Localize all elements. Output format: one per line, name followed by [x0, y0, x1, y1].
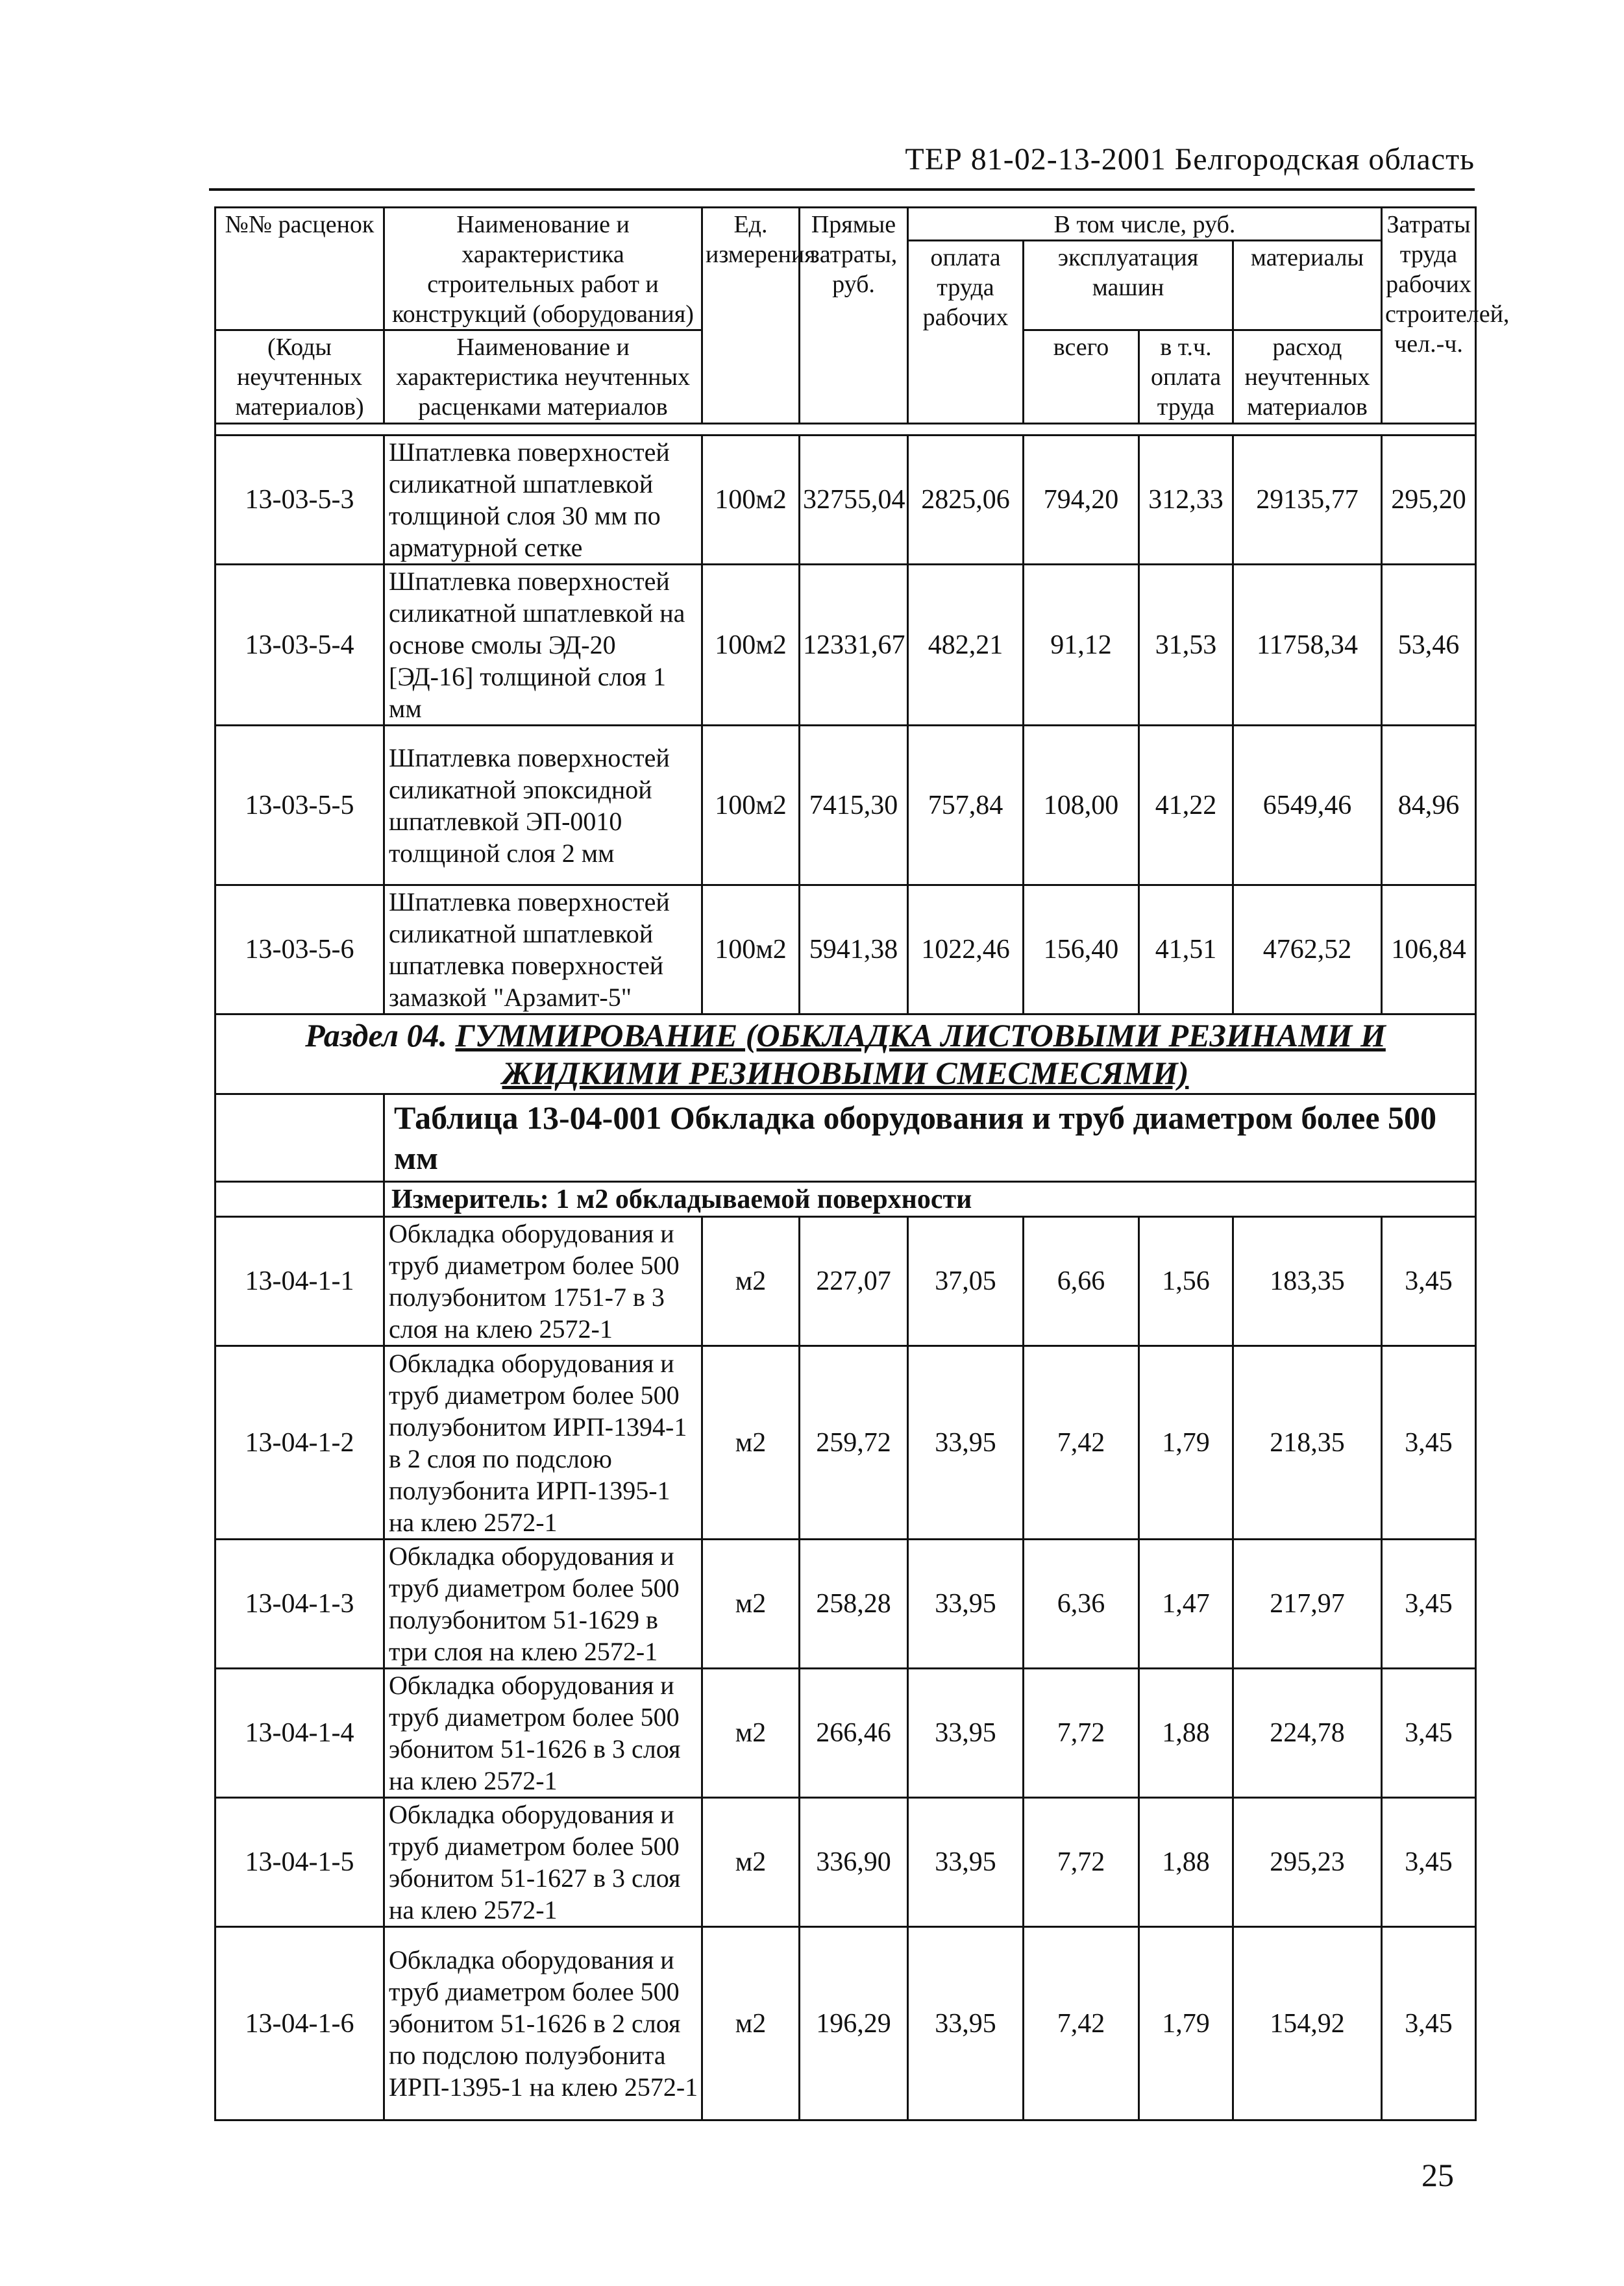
- unit-cell: м2: [702, 1540, 800, 1669]
- header-labor-costs: Затраты труда рабочих строителей, чел.-ч.: [1382, 208, 1476, 424]
- table-row: [215, 1927, 1476, 2120]
- header-unit: Ед. измерения: [702, 208, 800, 424]
- direct-costs-cell: 227,07: [800, 1217, 908, 1346]
- labor-costs-cell: 3,45: [1382, 1217, 1476, 1346]
- machines-total-cell: 108,00: [1024, 726, 1139, 885]
- rate-code-cell: 13-04-1-4: [215, 1669, 384, 1798]
- machines-total-cell: 6,36: [1024, 1540, 1139, 1669]
- blank-cell: [215, 1094, 384, 1182]
- table-row: [215, 1217, 1476, 1346]
- table-title: Таблица 13-04-001 Обкладка оборудования и труб диаметром более 500 мм: [384, 1094, 1476, 1182]
- labor-pay-cell: 1022,46: [908, 885, 1024, 1014]
- direct-costs-cell: 196,29: [800, 1927, 908, 2120]
- labor-costs-cell: 3,45: [1382, 1346, 1476, 1540]
- machines-total-cell: 7,72: [1024, 1798, 1139, 1927]
- materials-cell: 295,23: [1233, 1798, 1382, 1927]
- machines-labor-pay-cell: 312,33: [1139, 436, 1233, 565]
- work-name-cell: Шпатлевка поверхностей силикатной шпатлевкой на основе смолы ЭД-20 [ЭД-16] толщиной слоя 1 мм: [384, 565, 702, 726]
- machines-labor-pay-cell: 31,53: [1139, 565, 1233, 726]
- machines-total-cell: 7,42: [1024, 1927, 1139, 2120]
- header-rule: [209, 188, 1475, 191]
- direct-costs-cell: 7415,30: [800, 726, 908, 885]
- document-header-title: ТЕР 81-02-13-2001 Белгородская область: [905, 142, 1475, 177]
- unit-cell: м2: [702, 1669, 800, 1798]
- rate-code-cell: 13-04-1-1: [215, 1217, 384, 1346]
- table-row: [215, 726, 1476, 885]
- header-code: №№ расценок: [215, 208, 384, 330]
- materials-cell: 29135,77: [1233, 436, 1382, 565]
- labor-pay-cell: 2825,06: [908, 436, 1024, 565]
- labor-costs-cell: 3,45: [1382, 1927, 1476, 2120]
- machines-total-cell: 794,20: [1024, 436, 1139, 565]
- rate-code-cell: 13-04-1-5: [215, 1798, 384, 1927]
- rate-code-cell: 13-03-5-6: [215, 885, 384, 1014]
- labor-pay-cell: 33,95: [908, 1798, 1024, 1927]
- table-row: [215, 565, 1476, 726]
- section-title: ГУММИРОВАНИЕ (ОБКЛАДКА ЛИСТОВЫМИ РЕЗИНАМИ И ЖИДКИМИ РЕЗИНОВЫМИ СМЕСМЕСЯМИ): [455, 1017, 1386, 1091]
- header-labor-pay: оплата труда рабочих: [908, 241, 1024, 424]
- machines-labor-pay-cell: 1,88: [1139, 1669, 1233, 1798]
- labor-costs-cell: 3,45: [1382, 1798, 1476, 1927]
- machines-total-cell: 7,42: [1024, 1346, 1139, 1540]
- work-name-cell: Обкладка оборудования и труб диаметром более 500 полуэбонитом 51-1629 в три слоя на клею 2572-1: [384, 1540, 702, 1669]
- unit-cell: 100м2: [702, 726, 800, 885]
- section-number: Раздел 04.: [305, 1017, 448, 1053]
- labor-costs-cell: 3,45: [1382, 1669, 1476, 1798]
- machines-total-cell: 7,72: [1024, 1669, 1139, 1798]
- header-name-unaccounted: Наименование и характеристика неучтенных расценками материалов: [384, 330, 702, 424]
- materials-cell: 6549,46: [1233, 726, 1382, 885]
- labor-costs-cell: 53,46: [1382, 565, 1476, 726]
- unit-cell: м2: [702, 1217, 800, 1346]
- work-name-cell: Шпатлевка поверхностей силикатной шпатлевкой шпатлевка поверхностей замазкой "Арзамит-5": [384, 885, 702, 1014]
- direct-costs-cell: 32755,04: [800, 436, 908, 565]
- section-heading: [215, 1014, 1476, 1094]
- direct-costs-cell: 12331,67: [800, 565, 908, 726]
- work-name-cell: Шпатлевка поверхностей силикатной шпатлевкой толщиной слоя 30 мм по арматурной сетке: [384, 436, 702, 565]
- machines-total-cell: 91,12: [1024, 565, 1139, 726]
- unit-cell: 100м2: [702, 565, 800, 726]
- work-name-cell: Обкладка оборудования и труб диаметром более 500 полуэбонитом 1751-7 в 3 слоя на клею 2572-1: [384, 1217, 702, 1346]
- table-row: [215, 1346, 1476, 1540]
- rate-code-cell: 13-03-5-5: [215, 726, 384, 885]
- header-materials: материалы: [1233, 241, 1382, 330]
- rate-code-cell: 13-03-5-3: [215, 436, 384, 565]
- direct-costs-cell: 5941,38: [800, 885, 908, 1014]
- table-row: [215, 436, 1476, 565]
- work-name-cell: Обкладка оборудования и труб диаметром более 500 эбонитом 51-1626 в 2 слоя по подслою полуэбонита ИРП-1395-1 на клею 2572-1: [384, 1927, 702, 2120]
- machines-labor-pay-cell: 41,22: [1139, 726, 1233, 885]
- measurement-unit-note: Измеритель: 1 м2 обкладываемой поверхности: [384, 1182, 1476, 1217]
- direct-costs-cell: 266,46: [800, 1669, 908, 1798]
- header-machines: эксплуатация машин: [1024, 241, 1233, 330]
- rate-code-cell: 13-03-5-4: [215, 565, 384, 726]
- labor-pay-cell: 33,95: [908, 1669, 1024, 1798]
- header-direct-costs: Прямые затраты, руб.: [800, 208, 908, 424]
- materials-cell: 217,97: [1233, 1540, 1382, 1669]
- table-row: [215, 1798, 1476, 1927]
- header-including: В том числе, руб.: [908, 208, 1382, 241]
- materials-cell: 218,35: [1233, 1346, 1382, 1540]
- machines-labor-pay-cell: 1,56: [1139, 1217, 1233, 1346]
- header-machines-total: всего: [1024, 330, 1139, 424]
- labor-pay-cell: 37,05: [908, 1217, 1024, 1346]
- table-row: [215, 885, 1476, 1014]
- work-name-cell: Обкладка оборудования и труб диаметром более 500 эбонитом 51-1626 в 3 слоя на клею 2572-1: [384, 1669, 702, 1798]
- unit-cell: м2: [702, 1927, 800, 2120]
- materials-cell: 183,35: [1233, 1217, 1382, 1346]
- direct-costs-cell: 259,72: [800, 1346, 908, 1540]
- labor-pay-cell: 33,95: [908, 1927, 1024, 2120]
- work-name-cell: Обкладка оборудования и труб диаметром более 500 эбонитом 51-1627 в 3 слоя на клею 2572-1: [384, 1798, 702, 1927]
- rate-code-cell: 13-04-1-6: [215, 1927, 384, 2120]
- labor-costs-cell: 106,84: [1382, 885, 1476, 1014]
- labor-pay-cell: 33,95: [908, 1346, 1024, 1540]
- header-materials-unaccounted: расход неучтенных материалов: [1233, 330, 1382, 424]
- rate-code-cell: 13-04-1-3: [215, 1540, 384, 1669]
- machines-labor-pay-cell: 1,79: [1139, 1346, 1233, 1540]
- direct-costs-cell: 336,90: [800, 1798, 908, 1927]
- work-name-cell: Шпатлевка поверхностей силикатной эпоксидной шпатлевкой ЭП-0010 толщиной слоя 2 мм: [384, 726, 702, 885]
- materials-cell: 154,92: [1233, 1927, 1382, 2120]
- header-name: Наименование и характеристика строительных работ и конструкций (оборудования): [384, 208, 702, 330]
- materials-cell: 224,78: [1233, 1669, 1382, 1798]
- labor-pay-cell: 33,95: [908, 1540, 1024, 1669]
- machines-total-cell: 6,66: [1024, 1217, 1139, 1346]
- materials-cell: 4762,52: [1233, 885, 1382, 1014]
- header-machines-pay: в т.ч. оплата труда: [1139, 330, 1233, 424]
- header-code-unaccounted: (Коды неучтенных материалов): [215, 330, 384, 424]
- unit-cell: м2: [702, 1798, 800, 1927]
- rates-table: [214, 206, 1510, 2121]
- machines-labor-pay-cell: 1,47: [1139, 1540, 1233, 1669]
- materials-cell: 11758,34: [1233, 565, 1382, 726]
- page-number: 25: [1421, 2157, 1454, 2193]
- labor-costs-cell: 3,45: [1382, 1540, 1476, 1669]
- machines-labor-pay-cell: 1,88: [1139, 1798, 1233, 1927]
- labor-costs-cell: 84,96: [1382, 726, 1476, 885]
- labor-costs-cell: 295,20: [1382, 436, 1476, 565]
- unit-cell: м2: [702, 1346, 800, 1540]
- machines-labor-pay-cell: 41,51: [1139, 885, 1233, 1014]
- work-name-cell: Обкладка оборудования и труб диаметром более 500 полуэбонитом ИРП-1394-1 в 2 слоя по подслою полуэбонита ИРП-1395-1 на клею 2572-1: [384, 1346, 702, 1540]
- table-row: [215, 1669, 1476, 1798]
- direct-costs-cell: 258,28: [800, 1540, 908, 1669]
- blank-cell: [215, 1182, 384, 1217]
- unit-cell: 100м2: [702, 436, 800, 565]
- labor-pay-cell: 482,21: [908, 565, 1024, 726]
- table-row: [215, 1540, 1476, 1669]
- machines-total-cell: 156,40: [1024, 885, 1139, 1014]
- machines-labor-pay-cell: 1,79: [1139, 1927, 1233, 2120]
- rate-code-cell: 13-04-1-2: [215, 1346, 384, 1540]
- unit-cell: 100м2: [702, 885, 800, 1014]
- header-spacer: [215, 424, 1476, 436]
- labor-pay-cell: 757,84: [908, 726, 1024, 885]
